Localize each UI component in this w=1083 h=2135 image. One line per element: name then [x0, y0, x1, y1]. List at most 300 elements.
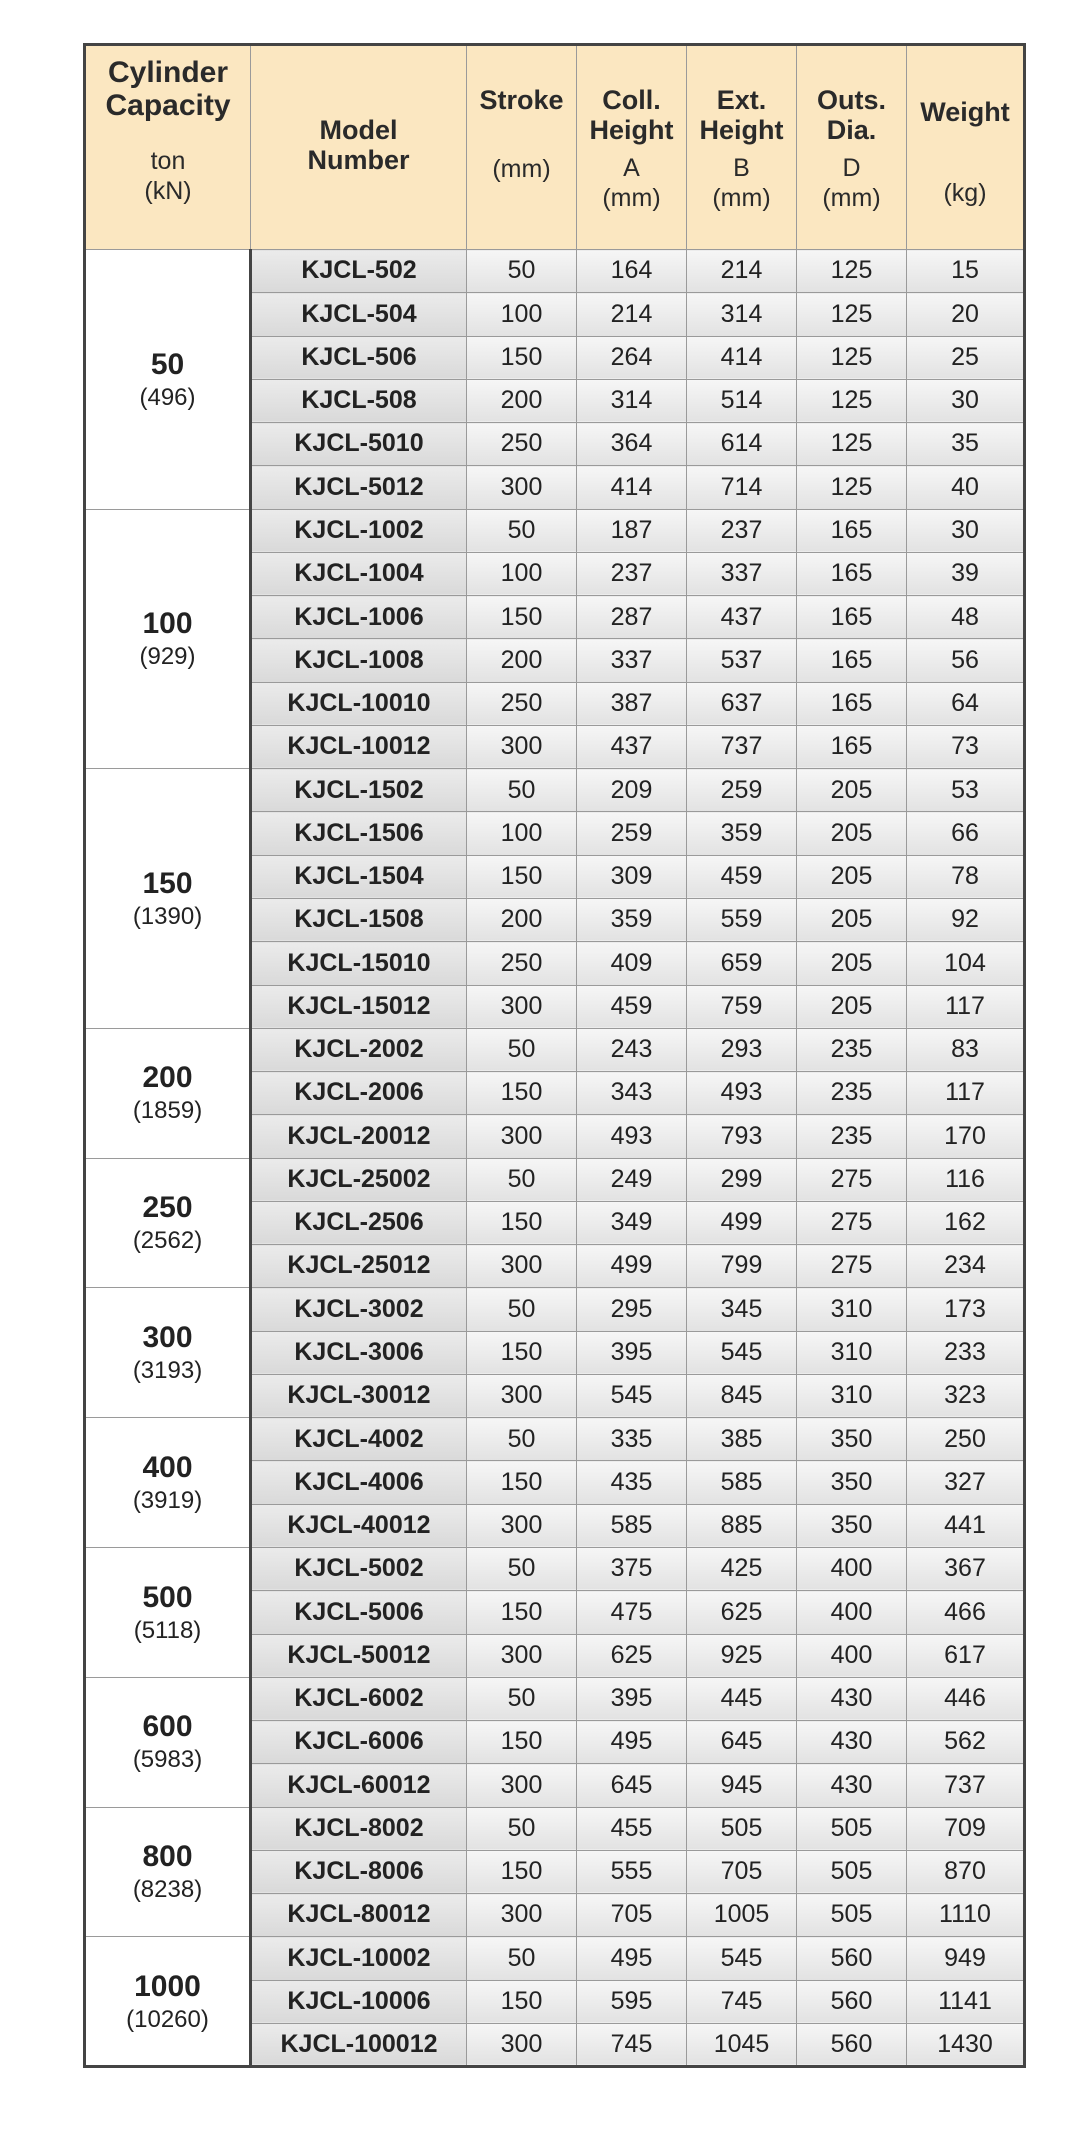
outs-dia-cell: 205	[797, 942, 907, 985]
coll-height-cell: 237	[577, 552, 687, 595]
weight-cell: 327	[907, 1461, 1025, 1504]
weight-cell: 173	[907, 1288, 1025, 1331]
stroke-cell: 300	[467, 725, 577, 768]
spec-body	[85, 250, 1025, 2067]
model-cell: KJCL-5002	[251, 1547, 467, 1590]
coll-height-cell: 625	[577, 1634, 687, 1677]
stroke-cell: 50	[467, 1937, 577, 1980]
stroke-cell: 50	[467, 250, 577, 293]
outs-dia-cell: 165	[797, 552, 907, 595]
stroke-cell: 50	[467, 1418, 577, 1461]
capacity-ton: 1000	[134, 1969, 201, 2003]
model-cell: KJCL-5006	[251, 1591, 467, 1634]
model-cell: KJCL-40012	[251, 1504, 467, 1547]
outs-dia-cell: 310	[797, 1288, 907, 1331]
stroke-cell: 300	[467, 1894, 577, 1937]
capacity-cell	[85, 1158, 251, 1288]
coll-height-cell: 595	[577, 1980, 687, 2023]
coll-height-cell: 645	[577, 1764, 687, 1807]
capacity-kn: (1859)	[132, 1097, 203, 1125]
header-row	[85, 45, 1025, 250]
model-cell: KJCL-8006	[251, 1850, 467, 1893]
weight-cell: 446	[907, 1677, 1025, 1720]
ext-height-cell: 705	[687, 1850, 797, 1893]
stroke-cell: 100	[467, 552, 577, 595]
stroke-cell: 300	[467, 985, 577, 1028]
model-cell: KJCL-2506	[251, 1201, 467, 1244]
ext-height-cell: 1005	[687, 1894, 797, 1937]
header-coll-l2: Height	[589, 114, 674, 145]
model-cell: KJCL-1002	[251, 509, 467, 552]
capacity-ton: 150	[142, 866, 193, 900]
ext-height-cell: 714	[687, 466, 797, 509]
model-cell: KJCL-1004	[251, 552, 467, 595]
weight-cell: 562	[907, 1721, 1025, 1764]
weight-cell: 104	[907, 942, 1025, 985]
outs-dia-cell: 165	[797, 725, 907, 768]
model-cell: KJCL-10012	[251, 725, 467, 768]
stroke-cell: 50	[467, 1028, 577, 1071]
capacity-cell	[85, 1028, 251, 1158]
model-cell: KJCL-1504	[251, 855, 467, 898]
header-coll-l1: Coll.	[602, 85, 661, 115]
ext-height-cell: 259	[687, 769, 797, 812]
outs-dia-cell: 505	[797, 1807, 907, 1850]
header-stroke	[467, 45, 577, 250]
coll-height-cell: 214	[577, 293, 687, 336]
capacity-kn: (10260)	[126, 2005, 209, 2033]
coll-height-cell: 259	[577, 812, 687, 855]
table-row	[85, 1807, 1025, 1850]
model-cell: KJCL-4002	[251, 1418, 467, 1461]
coll-height-cell: 545	[577, 1374, 687, 1417]
stroke-cell: 150	[467, 596, 577, 639]
model-cell: KJCL-15012	[251, 985, 467, 1028]
weight-cell: 949	[907, 1937, 1025, 1980]
coll-height-cell: 295	[577, 1288, 687, 1331]
coll-height-cell: 343	[577, 1072, 687, 1115]
ext-height-cell: 359	[687, 812, 797, 855]
stroke-cell: 50	[467, 1288, 577, 1331]
outs-dia-cell: 205	[797, 985, 907, 1028]
model-cell: KJCL-10010	[251, 682, 467, 725]
weight-cell: 441	[907, 1504, 1025, 1547]
capacity-ton: 250	[142, 1191, 193, 1225]
outs-dia-cell: 560	[797, 1980, 907, 2023]
ext-height-cell: 514	[687, 379, 797, 422]
header-capacity-unit-ton: ton	[150, 147, 186, 175]
outs-dia-cell: 400	[797, 1547, 907, 1590]
stroke-cell: 300	[467, 1374, 577, 1417]
ext-height-cell: 345	[687, 1288, 797, 1331]
capacity-kn: (3919)	[132, 1486, 203, 1514]
header-weight-l1: Weight	[920, 97, 1010, 127]
capacity-ton: 400	[142, 1450, 193, 1484]
outs-dia-cell: 430	[797, 1764, 907, 1807]
weight-cell: 15	[907, 250, 1025, 293]
model-cell: KJCL-15010	[251, 942, 467, 985]
model-cell: KJCL-508	[251, 379, 467, 422]
capacity-kn: (5118)	[133, 1616, 202, 1644]
ext-height-cell: 499	[687, 1201, 797, 1244]
ext-height-cell: 445	[687, 1677, 797, 1720]
coll-height-cell: 555	[577, 1850, 687, 1893]
coll-height-cell: 414	[577, 466, 687, 509]
table-row	[85, 1418, 1025, 1461]
coll-height-cell: 164	[577, 250, 687, 293]
stroke-cell: 50	[467, 1677, 577, 1720]
outs-dia-cell: 125	[797, 466, 907, 509]
ext-height-cell: 385	[687, 1418, 797, 1461]
coll-height-cell: 493	[577, 1115, 687, 1158]
header-coll-height	[577, 45, 687, 250]
weight-cell: 73	[907, 725, 1025, 768]
coll-height-cell: 455	[577, 1807, 687, 1850]
capacity-ton: 500	[142, 1580, 193, 1614]
ext-height-cell: 645	[687, 1721, 797, 1764]
table-row	[85, 1677, 1025, 1720]
capacity-ton: 600	[142, 1710, 193, 1744]
ext-height-cell: 545	[687, 1937, 797, 1980]
model-cell: KJCL-5010	[251, 423, 467, 466]
weight-cell: 56	[907, 639, 1025, 682]
model-cell: KJCL-10006	[251, 1980, 467, 2023]
model-cell: KJCL-25012	[251, 1245, 467, 1288]
capacity-ton: 300	[142, 1321, 193, 1355]
capacity-ton: 800	[142, 1840, 193, 1874]
header-outs-l1: Outs.	[816, 85, 886, 115]
coll-height-cell: 387	[577, 682, 687, 725]
model-cell: KJCL-5012	[251, 466, 467, 509]
stroke-cell: 150	[467, 1591, 577, 1634]
ext-height-cell: 885	[687, 1504, 797, 1547]
header-capacity-l2: Capacity	[105, 89, 231, 122]
stroke-cell: 150	[467, 1072, 577, 1115]
stroke-cell: 100	[467, 293, 577, 336]
cylinder-spec-table	[83, 43, 1026, 2068]
coll-height-cell: 249	[577, 1158, 687, 1201]
outs-dia-cell: 400	[797, 1591, 907, 1634]
weight-cell: 117	[907, 985, 1025, 1028]
ext-height-cell: 625	[687, 1591, 797, 1634]
header-ext-l2: Height	[699, 114, 784, 145]
stroke-cell: 150	[467, 1201, 577, 1244]
stroke-cell: 250	[467, 423, 577, 466]
coll-height-cell: 337	[577, 639, 687, 682]
ext-height-cell: 1045	[687, 2023, 797, 2066]
model-cell: KJCL-1008	[251, 639, 467, 682]
ext-height-cell: 737	[687, 725, 797, 768]
header-model-l2: Number	[307, 144, 410, 175]
outs-dia-cell: 350	[797, 1418, 907, 1461]
header-model	[251, 45, 467, 250]
header-capacity-l1: Cylinder	[107, 56, 229, 89]
outs-dia-cell: 310	[797, 1331, 907, 1374]
capacity-cell	[85, 1807, 251, 1937]
stroke-cell: 50	[467, 1158, 577, 1201]
coll-height-cell: 705	[577, 1894, 687, 1937]
table-row	[85, 1028, 1025, 1071]
ext-height-cell: 459	[687, 855, 797, 898]
capacity-ton: 100	[142, 607, 193, 641]
weight-cell: 162	[907, 1201, 1025, 1244]
coll-height-cell: 375	[577, 1547, 687, 1590]
outs-dia-cell: 235	[797, 1072, 907, 1115]
model-cell: KJCL-6006	[251, 1721, 467, 1764]
stroke-cell: 200	[467, 379, 577, 422]
ext-height-cell: 793	[687, 1115, 797, 1158]
ext-height-cell: 214	[687, 250, 797, 293]
header-outs-unit: (mm)	[822, 183, 881, 212]
ext-height-cell: 745	[687, 1980, 797, 2023]
weight-cell: 64	[907, 682, 1025, 725]
stroke-cell: 200	[467, 639, 577, 682]
outs-dia-cell: 235	[797, 1028, 907, 1071]
table-row	[85, 250, 1025, 293]
coll-height-cell: 585	[577, 1504, 687, 1547]
weight-cell: 367	[907, 1547, 1025, 1590]
ext-height-cell: 337	[687, 552, 797, 595]
outs-dia-cell: 275	[797, 1158, 907, 1201]
table-row	[85, 1288, 1025, 1331]
stroke-cell: 300	[467, 1504, 577, 1547]
coll-height-cell: 495	[577, 1937, 687, 1980]
weight-cell: 466	[907, 1591, 1025, 1634]
capacity-cell	[85, 769, 251, 1029]
stroke-cell: 150	[467, 1461, 577, 1504]
ext-height-cell: 299	[687, 1158, 797, 1201]
outs-dia-cell: 400	[797, 1634, 907, 1677]
outs-dia-cell: 350	[797, 1504, 907, 1547]
weight-cell: 234	[907, 1245, 1025, 1288]
weight-cell: 83	[907, 1028, 1025, 1071]
coll-height-cell: 287	[577, 596, 687, 639]
stroke-cell: 150	[467, 1980, 577, 2023]
coll-height-cell: 437	[577, 725, 687, 768]
weight-cell: 40	[907, 466, 1025, 509]
stroke-cell: 150	[467, 336, 577, 379]
weight-cell: 53	[907, 769, 1025, 812]
stroke-cell: 50	[467, 509, 577, 552]
outs-dia-cell: 125	[797, 423, 907, 466]
outs-dia-cell: 205	[797, 812, 907, 855]
weight-cell: 30	[907, 509, 1025, 552]
weight-cell: 617	[907, 1634, 1025, 1677]
weight-cell: 1110	[907, 1894, 1025, 1937]
capacity-kn: (5983)	[132, 1746, 203, 1774]
capacity-kn: (496)	[139, 383, 196, 411]
weight-cell: 233	[907, 1331, 1025, 1374]
coll-height-cell: 409	[577, 942, 687, 985]
ext-height-cell: 545	[687, 1331, 797, 1374]
model-cell: KJCL-50012	[251, 1634, 467, 1677]
weight-cell: 92	[907, 898, 1025, 941]
stroke-cell: 300	[467, 1634, 577, 1677]
outs-dia-cell: 275	[797, 1201, 907, 1244]
weight-cell: 39	[907, 552, 1025, 595]
model-cell: KJCL-10002	[251, 1937, 467, 1980]
capacity-kn: (3193)	[132, 1357, 203, 1385]
coll-height-cell: 309	[577, 855, 687, 898]
ext-height-cell: 585	[687, 1461, 797, 1504]
outs-dia-cell: 125	[797, 379, 907, 422]
stroke-cell: 50	[467, 1547, 577, 1590]
coll-height-cell: 459	[577, 985, 687, 1028]
outs-dia-cell: 205	[797, 855, 907, 898]
model-cell: KJCL-80012	[251, 1894, 467, 1937]
model-cell: KJCL-25002	[251, 1158, 467, 1201]
table-row	[85, 1547, 1025, 1590]
ext-height-cell: 845	[687, 1374, 797, 1417]
stroke-cell: 50	[467, 1807, 577, 1850]
ext-height-cell: 945	[687, 1764, 797, 1807]
header-ext-l1: Ext.	[716, 85, 767, 115]
coll-height-cell: 335	[577, 1418, 687, 1461]
stroke-cell: 200	[467, 898, 577, 941]
table-row	[85, 509, 1025, 552]
model-cell: KJCL-4006	[251, 1461, 467, 1504]
table-row	[85, 1158, 1025, 1201]
outs-dia-cell: 205	[797, 769, 907, 812]
stroke-cell: 150	[467, 1331, 577, 1374]
weight-cell: 48	[907, 596, 1025, 639]
outs-dia-cell: 165	[797, 639, 907, 682]
header-ext-l3: B	[733, 154, 750, 183]
outs-dia-cell: 125	[797, 250, 907, 293]
outs-dia-cell: 505	[797, 1850, 907, 1893]
capacity-cell	[85, 1937, 251, 2067]
model-cell: KJCL-2006	[251, 1072, 467, 1115]
weight-cell: 170	[907, 1115, 1025, 1158]
outs-dia-cell: 505	[797, 1894, 907, 1937]
model-cell: KJCL-1006	[251, 596, 467, 639]
stroke-cell: 100	[467, 812, 577, 855]
outs-dia-cell: 430	[797, 1677, 907, 1720]
model-cell: KJCL-8002	[251, 1807, 467, 1850]
coll-height-cell: 475	[577, 1591, 687, 1634]
ext-height-cell: 493	[687, 1072, 797, 1115]
capacity-ton: 50	[150, 347, 185, 381]
stroke-cell: 50	[467, 769, 577, 812]
capacity-cell	[85, 1418, 251, 1548]
weight-cell: 870	[907, 1850, 1025, 1893]
header-capacity-unit-kn: (kN)	[144, 176, 192, 205]
header-coll-l3: A	[623, 154, 640, 183]
ext-height-cell: 414	[687, 336, 797, 379]
outs-dia-cell: 275	[797, 1245, 907, 1288]
ext-height-cell: 505	[687, 1807, 797, 1850]
weight-cell: 1141	[907, 1980, 1025, 2023]
weight-cell: 35	[907, 423, 1025, 466]
model-cell: KJCL-3002	[251, 1288, 467, 1331]
model-cell: KJCL-6002	[251, 1677, 467, 1720]
capacity-cell	[85, 1547, 251, 1677]
header-weight-unit: (kg)	[943, 178, 987, 207]
ext-height-cell: 425	[687, 1547, 797, 1590]
coll-height-cell: 209	[577, 769, 687, 812]
ext-height-cell: 659	[687, 942, 797, 985]
weight-cell: 709	[907, 1807, 1025, 1850]
outs-dia-cell: 560	[797, 1937, 907, 1980]
stroke-cell: 300	[467, 1115, 577, 1158]
coll-height-cell: 364	[577, 423, 687, 466]
weight-cell: 117	[907, 1072, 1025, 1115]
model-cell: KJCL-20012	[251, 1115, 467, 1158]
stroke-cell: 150	[467, 1721, 577, 1764]
ext-height-cell: 537	[687, 639, 797, 682]
stroke-cell: 300	[467, 2023, 577, 2066]
weight-cell: 30	[907, 379, 1025, 422]
ext-height-cell: 614	[687, 423, 797, 466]
capacity-cell	[85, 1677, 251, 1807]
header-outs-dia	[797, 45, 907, 250]
coll-height-cell: 435	[577, 1461, 687, 1504]
weight-cell: 25	[907, 336, 1025, 379]
ext-height-cell: 637	[687, 682, 797, 725]
model-cell: KJCL-30012	[251, 1374, 467, 1417]
header-ext-height	[687, 45, 797, 250]
stroke-cell: 250	[467, 942, 577, 985]
model-cell: KJCL-506	[251, 336, 467, 379]
table-row	[85, 1937, 1025, 1980]
capacity-cell	[85, 1288, 251, 1418]
coll-height-cell: 495	[577, 1721, 687, 1764]
weight-cell: 20	[907, 293, 1025, 336]
stroke-cell: 150	[467, 1850, 577, 1893]
model-cell: KJCL-502	[251, 250, 467, 293]
model-cell: KJCL-3006	[251, 1331, 467, 1374]
ext-height-cell: 437	[687, 596, 797, 639]
capacity-cell	[85, 250, 251, 510]
coll-height-cell: 349	[577, 1201, 687, 1244]
outs-dia-cell: 350	[797, 1461, 907, 1504]
header-coll-unit: (mm)	[602, 183, 661, 212]
outs-dia-cell: 310	[797, 1374, 907, 1417]
outs-dia-cell: 165	[797, 509, 907, 552]
coll-height-cell: 187	[577, 509, 687, 552]
ext-height-cell: 237	[687, 509, 797, 552]
weight-cell: 78	[907, 855, 1025, 898]
outs-dia-cell: 165	[797, 596, 907, 639]
outs-dia-cell: 430	[797, 1721, 907, 1764]
ext-height-cell: 925	[687, 1634, 797, 1677]
weight-cell: 737	[907, 1764, 1025, 1807]
model-cell: KJCL-100012	[251, 2023, 467, 2066]
coll-height-cell: 395	[577, 1677, 687, 1720]
outs-dia-cell: 205	[797, 898, 907, 941]
coll-height-cell: 499	[577, 1245, 687, 1288]
header-ext-unit: (mm)	[712, 183, 771, 212]
weight-cell: 66	[907, 812, 1025, 855]
weight-cell: 323	[907, 1374, 1025, 1417]
coll-height-cell: 395	[577, 1331, 687, 1374]
outs-dia-cell: 125	[797, 293, 907, 336]
stroke-cell: 250	[467, 682, 577, 725]
outs-dia-cell: 235	[797, 1115, 907, 1158]
header-weight	[907, 45, 1025, 250]
weight-cell: 250	[907, 1418, 1025, 1461]
weight-cell: 116	[907, 1158, 1025, 1201]
model-cell: KJCL-1508	[251, 898, 467, 941]
weight-cell: 1430	[907, 2023, 1025, 2066]
header-capacity	[85, 45, 251, 250]
capacity-kn: (2562)	[132, 1227, 203, 1255]
header-outs-l2: Dia.	[826, 114, 877, 145]
header-stroke-l1: Stroke	[479, 85, 564, 115]
capacity-kn: (929)	[139, 643, 196, 671]
header-stroke-unit: (mm)	[492, 154, 551, 183]
ext-height-cell: 799	[687, 1245, 797, 1288]
